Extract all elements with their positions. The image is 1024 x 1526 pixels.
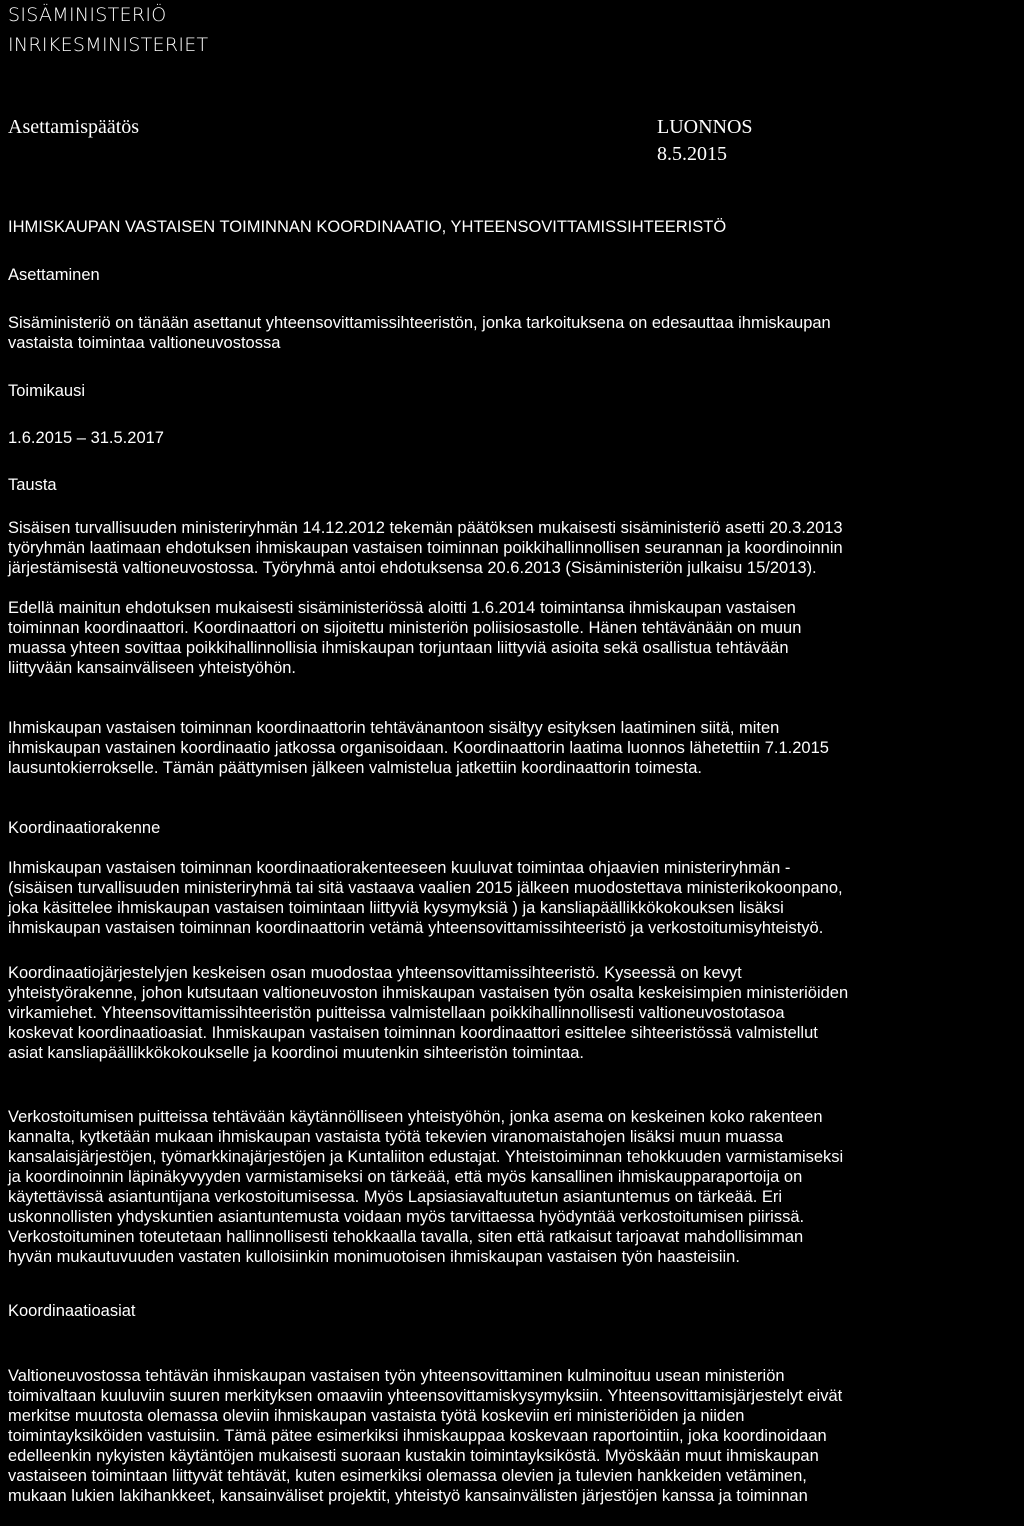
term-period: 1.6.2015 – 31.5.2017 [8, 429, 164, 447]
document-type: Asettamispäätös [8, 116, 140, 138]
document-date: 8.5.2015 [657, 143, 727, 165]
section-heading-tausta: Tausta [8, 476, 57, 494]
draft-status: LUONNOS [657, 116, 753, 138]
paragraph-asiat-1: Valtioneuvostossa tehtävän ihmiskaupan vastaisen työn yhteensovittaminen kulminoituu usean ministeriön toimivaltaan kuuluviin suuren merkityksen omaaviin yhteensovittamiskysymyksiin. Yhteensovittamisjärjestelyt eivät merkitse muutosta olemassa oleviin ihmiskaupan vastaista työtä koskeviin eri ministeriöiden ja niiden toimintayksiköiden vastuisiin. Tämä pätee esimerkiksi ihmiskauppaa koskevaan raportointiin, joka koordinoidaan edelleenkin nykyisten käytäntöjen mukaisesti suoraan kustakin toimintayksiköstä. Myöskään muut ihmiskaupan vastaiseen toimintaan liittyvät tehtävät, kuten esimerkiksi olemassa olevien ja tulevien hankkeiden vetäminen, mukaan lukien lakihankkeet, kansainväliset projektit, yhteistyö kansainvälisten järjestöjen kanssa ja toiminnan [8, 1367, 843, 1505]
paragraph-rakenne-1: Ihmiskaupan vastaisen toiminnan koordinaatiorakenteeseen kuuluvat toimintaa ohjaavien ministeriryhmän - (sisäisen turvallisuuden ministeriryhmä tai sitä vastaava vaalien 2015 jälkeen muodostettava ministerikokoonpano, joka käsittelee ihmiskaupan vastaisen toimintaan liittyviä kysymyksiä ) ja kansliapäällikkökokouksen lisäksi ihmiskaupan vastaisen toiminnan koordinaattorin vetämä yhteensovittamissihteeristö ja verkostoitumisyhteistyö. [8, 859, 843, 937]
section-heading-koordinaatioasiat: Koordinaatioasiat [8, 1302, 136, 1320]
section-heading-toimikausi: Toimikausi [8, 382, 86, 400]
section-heading-asettaminen: Asettaminen [8, 266, 100, 284]
section-heading-koordinaatiorakenne: Koordinaatiorakenne [8, 819, 161, 837]
paragraph-tausta-1: Sisäisen turvallisuuden ministeriryhmän 14.12.2012 tekemän päätöksen mukaisesti sisäministeriö asetti 20.3.2013 työryhmän laatimaan ehdotuksen ihmiskaupan vastaisen toiminnan poikkihallinnollisen seurannan ja koordinoinnin järjestämisestä valtioneuvostossa. Työryhmä antoi ehdotuksensa 20.6.2013 (Sisäministeriön julkaisu 15/2013). [8, 519, 843, 577]
paragraph-rakenne-2: Koordinaatiojärjestelyjen keskeisen osan muodostaa yhteensovittamissihteeristö. Kyseessä on kevyt yhteistyörakenne, johon kutsutaan valtioneuvoston ihmiskaupan vastaisen työn osalta keskeisimpien ministeriöiden virkamiehet. Yhteensovittamissihteeristön puitteissa valmistellaan poikkihallinnollisesti valtioneuvostotasoa koskevat koordinaatioasiat. Ihmiskaupan vastaisen toiminnan koordinaattori esittelee sihteeristössä valmistellut asiat kansliapäällikkökokoukselle ja koordinoi muutenkin sihteeristön toimintaa. [8, 964, 849, 1062]
page-title: IHMISKAUPAN VASTAISEN TOIMINNAN KOORDINAATIO, YHTEENSOVITTAMISSIHTEERISTÖ [8, 218, 727, 236]
paragraph-rakenne-3: Verkostoitumisen puitteissa tehtävään käytännölliseen yhteistyöhön, jonka asema on keskeinen koko rakenteen kannalta, kytketään mukaan ihmiskaupan vastaista työtä tekevien viranomaistahojen lisäksi muun muassa kansalaisjärjestöjen, työmarkkinajärjestöjen ja Kuntaliiton edustajat. Yhteistoiminnan tehokkuuden varmistamiseksi ja koordinoinnin läpinäkyvyyden varmistamiseksi on tärkeää, että myös kansallinen ihmiskaupparaportoija on käytettävissä asiantuntijana verkostoitumisessa. Myös Lapsiasiavaltuutetun asiantuntemus on tärkeää. Eri uskonnollisten yhdyskuntien asiantuntemusta voidaan myös tarvittaessa hyödyntää verkostoitumisen piirissä. Verkostoituminen toteutetaan hallinnollisesti tehokkaalla tavalla, siten että ratkaisut tarjoavat mahdollisimman hyvän mukautuvuuden vastaten kulloisiinkin monimuotoisen ihmiskaupan vastaisen työn haasteisiin. [8, 1108, 844, 1266]
ministry-name-sv: INRIKESMINISTERIET [8, 34, 209, 56]
ministry-name-fi: SISÄMINISTERIÖ [8, 4, 167, 26]
paragraph-tausta-3: Ihmiskaupan vastaisen toiminnan koordinaattorin tehtävänantoon sisältyy esityksen laatiminen siitä, miten ihmiskaupan vastainen koordinaatio jatkossa organisoidaan. Koordinaattorin laatima luonnos lähetettiin 7.1.2015 lausuntokierrokselle. Tämän päättymisen jälkeen valmistelua jatkettiin koordinaattorin toimesta. [8, 719, 829, 777]
paragraph-tausta-2: Edellä mainitun ehdotuksen mukaisesti sisäministeriössä aloitti 1.6.2014 toimintansa ihmiskaupan vastaisen toiminnan koordinaattori. Koordinaattori on sijoitettu ministeriön poliisiosastolle. Hänen tehtävänään on muun muassa yhteen sovittaa poikkihallinnollisia ihmiskaupan torjuntaan liittyviä asioita sekä osallistua tehtävään liittyvään kansainväliseen yhteistyöhön. [8, 599, 802, 677]
paragraph-asettaminen: Sisäministeriö on tänään asettanut yhteensovittamissihteeristön, jonka tarkoituksena on edesauttaa ihmiskaupan vastaista toimintaa valtioneuvostossa [8, 314, 831, 352]
